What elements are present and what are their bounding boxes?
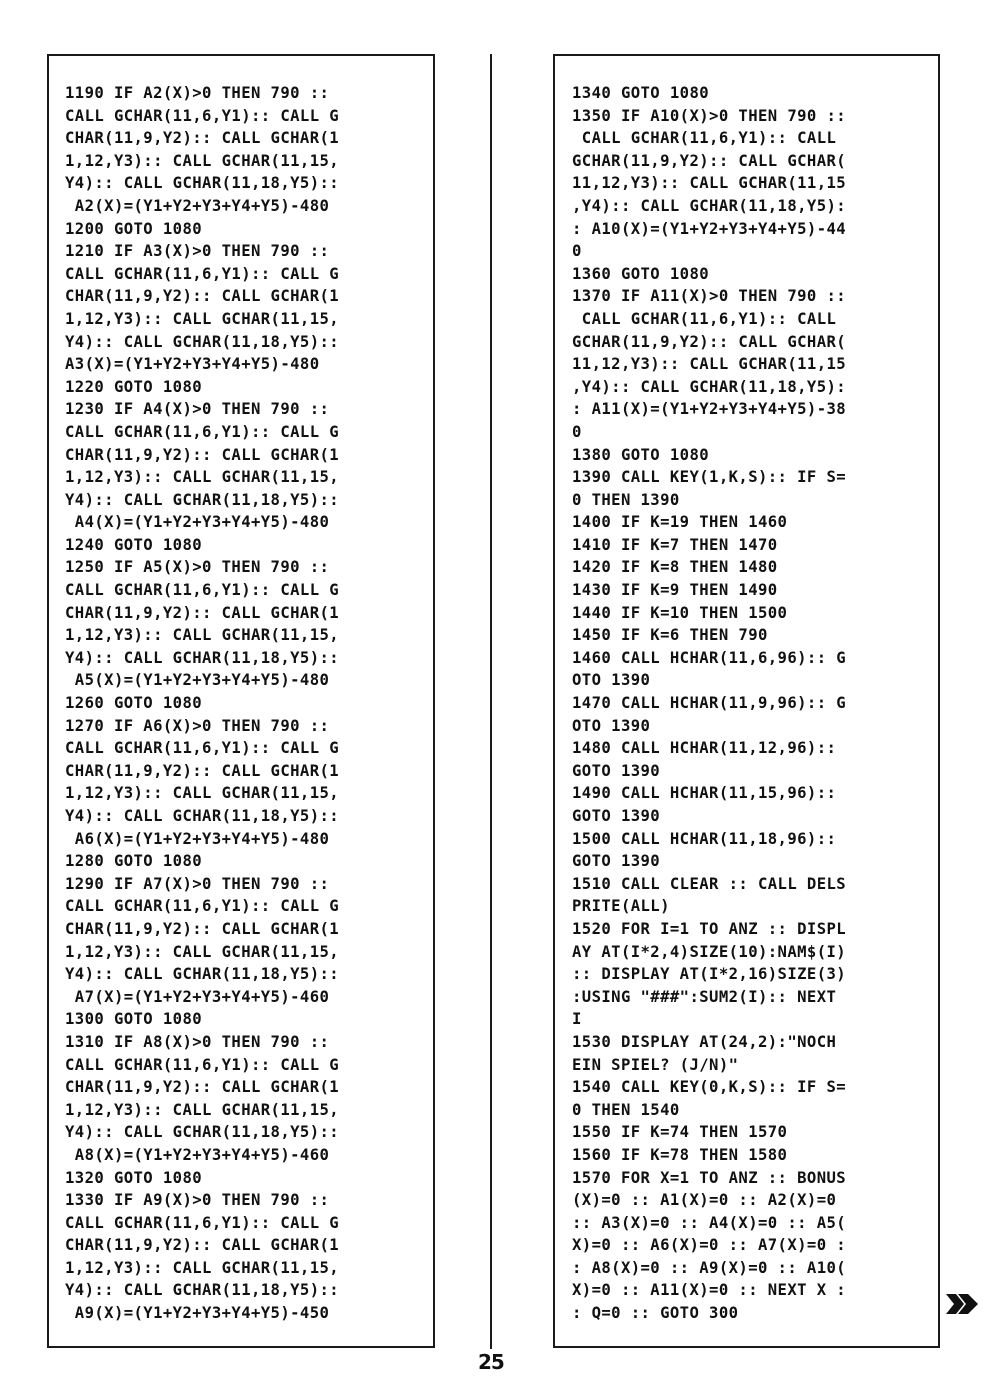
code-line: Y4):: CALL GCHAR(11,18,Y5)::	[65, 490, 340, 509]
code-line: PRITE(ALL)	[572, 897, 670, 916]
code-line: Y4):: CALL GCHAR(11,18,Y5)::	[65, 648, 340, 667]
left-code-column	[47, 54, 435, 1348]
code-line: ,Y4):: CALL GCHAR(11,18,Y5):	[572, 196, 847, 215]
column-divider	[490, 54, 492, 1349]
code-line: 1310 IF A8(X)>0 THEN 790 ::	[65, 1032, 330, 1051]
code-line: : Q=0 :: GOTO 300	[572, 1304, 739, 1323]
code-line: CHAR(11,9,Y2):: CALL GCHAR(1	[65, 603, 340, 622]
code-line: (X)=0 :: A1(X)=0 :: A2(X)=0	[572, 1191, 837, 1210]
code-line: GCHAR(11,9,Y2):: CALL GCHAR(	[572, 332, 847, 351]
code-line: AY AT(I*2,4)SIZE(10):NAM$(I)	[572, 942, 847, 961]
code-line: :: DISPLAY AT(I*2,16)SIZE(3)	[572, 965, 847, 984]
code-line: CHAR(11,9,Y2):: CALL GCHAR(1	[65, 445, 340, 464]
code-line: Y4):: CALL GCHAR(11,18,Y5)::	[65, 965, 340, 984]
code-line: : A8(X)=0 :: A9(X)=0 :: A10(	[572, 1258, 847, 1277]
code-line: A2(X)=(Y1+Y2+Y3+Y4+Y5)-480	[65, 196, 330, 215]
code-line: 1290 IF A7(X)>0 THEN 790 ::	[65, 874, 330, 893]
code-line: :USING "###":SUM2(I):: NEXT	[572, 987, 837, 1006]
code-line: CHAR(11,9,Y2):: CALL GCHAR(1	[65, 287, 340, 306]
code-line: OTO 1390	[572, 716, 651, 735]
code-line: A5(X)=(Y1+Y2+Y3+Y4+Y5)-480	[65, 671, 330, 690]
code-line: 1420 IF K=8 THEN 1480	[572, 558, 778, 577]
code-line: 1370 IF A11(X)>0 THEN 790 ::	[572, 287, 847, 306]
code-line: 1510 CALL CLEAR :: CALL DELS	[572, 874, 847, 893]
code-line: 1320 GOTO 1080	[65, 1168, 203, 1187]
code-line: 1230 IF A4(X)>0 THEN 790 ::	[65, 400, 330, 419]
code-line: CALL GCHAR(11,6,Y1):: CALL G	[65, 1213, 340, 1232]
code-line: A4(X)=(Y1+Y2+Y3+Y4+Y5)-480	[65, 513, 330, 532]
code-line: 0	[572, 422, 582, 441]
code-line: 1210 IF A3(X)>0 THEN 790 ::	[65, 242, 330, 261]
code-line: : A10(X)=(Y1+Y2+Y3+Y4+Y5)-44	[572, 219, 847, 238]
code-line: A9(X)=(Y1+Y2+Y3+Y4+Y5)-450	[65, 1304, 330, 1323]
code-line: 1380 GOTO 1080	[572, 445, 710, 464]
code-line: 1,12,Y3):: CALL GCHAR(11,15,	[65, 784, 340, 803]
code-line: 1330 IF A9(X)>0 THEN 790 ::	[65, 1191, 330, 1210]
code-line: 1450 IF K=6 THEN 790	[572, 626, 768, 645]
code-line: 1360 GOTO 1080	[572, 264, 710, 283]
code-line: 0 THEN 1390	[572, 490, 680, 509]
code-line: 1440 IF K=10 THEN 1500	[572, 603, 788, 622]
code-line: 1,12,Y3):: CALL GCHAR(11,15,	[65, 1258, 340, 1277]
code-line: 1470 CALL HCHAR(11,9,96):: G	[572, 694, 847, 713]
code-line: 11,12,Y3):: CALL GCHAR(11,15	[572, 355, 847, 374]
code-line: :: A3(X)=0 :: A4(X)=0 :: A5(	[572, 1213, 847, 1232]
code-line: X)=0 :: A11(X)=0 :: NEXT X :	[572, 1281, 847, 1300]
code-line: GCHAR(11,9,Y2):: CALL GCHAR(	[572, 151, 847, 170]
code-line: Y4):: CALL GCHAR(11,18,Y5)::	[65, 1123, 340, 1142]
code-line: A3(X)=(Y1+Y2+Y3+Y4+Y5)-480	[65, 355, 320, 374]
code-line: 1260 GOTO 1080	[65, 694, 203, 713]
code-line: 1550 IF K=74 THEN 1570	[572, 1123, 788, 1142]
code-line: 1,12,Y3):: CALL GCHAR(11,15,	[65, 626, 340, 645]
code-line: CALL GCHAR(11,6,Y1):: CALL G	[65, 264, 340, 283]
double-arrow-right-icon	[944, 1292, 980, 1316]
code-line: GOTO 1390	[572, 761, 661, 780]
code-line: A7(X)=(Y1+Y2+Y3+Y4+Y5)-460	[65, 987, 330, 1006]
code-line: 1560 IF K=78 THEN 1580	[572, 1145, 788, 1164]
code-line: CALL GCHAR(11,6,Y1):: CALL G	[65, 422, 340, 441]
code-line: Y4):: CALL GCHAR(11,18,Y5)::	[65, 332, 340, 351]
code-line: 1250 IF A5(X)>0 THEN 790 ::	[65, 558, 330, 577]
code-line: 1,12,Y3):: CALL GCHAR(11,15,	[65, 468, 340, 487]
code-line: CHAR(11,9,Y2):: CALL GCHAR(1	[65, 1236, 340, 1255]
code-line: 1340 GOTO 1080	[572, 84, 710, 102]
code-line: 1,12,Y3):: CALL GCHAR(11,15,	[65, 151, 340, 170]
code-line: CALL GCHAR(11,6,Y1):: CALL G	[65, 581, 340, 600]
code-line: 1480 CALL HCHAR(11,12,96)::	[572, 739, 837, 758]
code-line: 0	[572, 242, 582, 261]
code-line: ,Y4):: CALL GCHAR(11,18,Y5):	[572, 377, 847, 396]
code-line: EIN SPIEL? (J/N)"	[572, 1055, 739, 1074]
code-line: GOTO 1390	[572, 807, 661, 825]
code-line: 1300 GOTO 1080	[65, 1010, 203, 1029]
code-line: 1,12,Y3):: CALL GCHAR(11,15,	[65, 942, 340, 961]
code-line: : A11(X)=(Y1+Y2+Y3+Y4+Y5)-38	[572, 400, 847, 419]
code-line: I	[572, 1010, 582, 1029]
code-line: CHAR(11,9,Y2):: CALL GCHAR(1	[65, 919, 340, 938]
code-line: CALL GCHAR(11,6,Y1):: CALL	[572, 129, 837, 148]
right-code-column	[553, 54, 940, 1348]
code-line: 1530 DISPLAY AT(24,2):"NOCH	[572, 1032, 837, 1051]
code-line: CALL GCHAR(11,6,Y1):: CALL G	[65, 739, 340, 758]
code-line: 1400 IF K=19 THEN 1460	[572, 513, 788, 532]
code-line: CALL GCHAR(11,6,Y1):: CALL G	[65, 897, 340, 916]
page-number: 25	[478, 1350, 504, 1374]
code-line: A6(X)=(Y1+Y2+Y3+Y4+Y5)-480	[65, 829, 330, 848]
code-line: 1390 CALL KEY(1,K,S):: IF S=	[572, 468, 847, 487]
code-line: X)=0 :: A6(X)=0 :: A7(X)=0 :	[572, 1236, 847, 1255]
code-line: CALL GCHAR(11,6,Y1):: CALL G	[65, 106, 340, 125]
code-line: CALL GCHAR(11,6,Y1):: CALL G	[65, 1055, 340, 1074]
code-line: 1,12,Y3):: CALL GCHAR(11,15,	[65, 309, 340, 328]
code-line: 1220 GOTO 1080	[65, 377, 203, 396]
code-line: Y4):: CALL GCHAR(11,18,Y5)::	[65, 1281, 340, 1300]
code-line: 1540 CALL KEY(0,K,S):: IF S=	[572, 1078, 847, 1097]
code-line: CHAR(11,9,Y2):: CALL GCHAR(1	[65, 1078, 340, 1097]
code-line: 1190 IF A2(X)>0 THEN 790 ::	[65, 84, 330, 102]
code-line: 1500 CALL HCHAR(11,18,96)::	[572, 829, 837, 848]
code-line: Y4):: CALL GCHAR(11,18,Y5)::	[65, 174, 340, 193]
code-line: 1410 IF K=7 THEN 1470	[572, 535, 778, 554]
left-code-listing	[49, 82, 433, 1325]
code-line: Y4):: CALL GCHAR(11,18,Y5)::	[65, 807, 340, 825]
code-line: 1280 GOTO 1080	[65, 852, 203, 871]
code-line: 1350 IF A10(X)>0 THEN 790 ::	[572, 106, 847, 125]
right-code-listing	[555, 82, 938, 1325]
code-line: 1430 IF K=9 THEN 1490	[572, 581, 778, 600]
code-line: CHAR(11,9,Y2):: CALL GCHAR(1	[65, 129, 340, 148]
code-line: CHAR(11,9,Y2):: CALL GCHAR(1	[65, 761, 340, 780]
code-line: 0 THEN 1540	[572, 1100, 680, 1119]
code-line: 1200 GOTO 1080	[65, 219, 203, 238]
code-line: 1,12,Y3):: CALL GCHAR(11,15,	[65, 1100, 340, 1119]
code-line: 1460 CALL HCHAR(11,6,96):: G	[572, 648, 847, 667]
code-line: GOTO 1390	[572, 852, 661, 871]
code-line: 1240 GOTO 1080	[65, 535, 203, 554]
code-line: 11,12,Y3):: CALL GCHAR(11,15	[572, 174, 847, 193]
code-line: OTO 1390	[572, 671, 651, 690]
code-line: A8(X)=(Y1+Y2+Y3+Y4+Y5)-460	[65, 1145, 330, 1164]
code-line: 1490 CALL HCHAR(11,15,96)::	[572, 784, 837, 803]
code-line: CALL GCHAR(11,6,Y1):: CALL	[572, 309, 837, 328]
code-line: 1520 FOR I=1 TO ANZ :: DISPL	[572, 919, 847, 938]
code-line: 1270 IF A6(X)>0 THEN 790 ::	[65, 716, 330, 735]
code-line: 1570 FOR X=1 TO ANZ :: BONUS	[572, 1168, 847, 1187]
